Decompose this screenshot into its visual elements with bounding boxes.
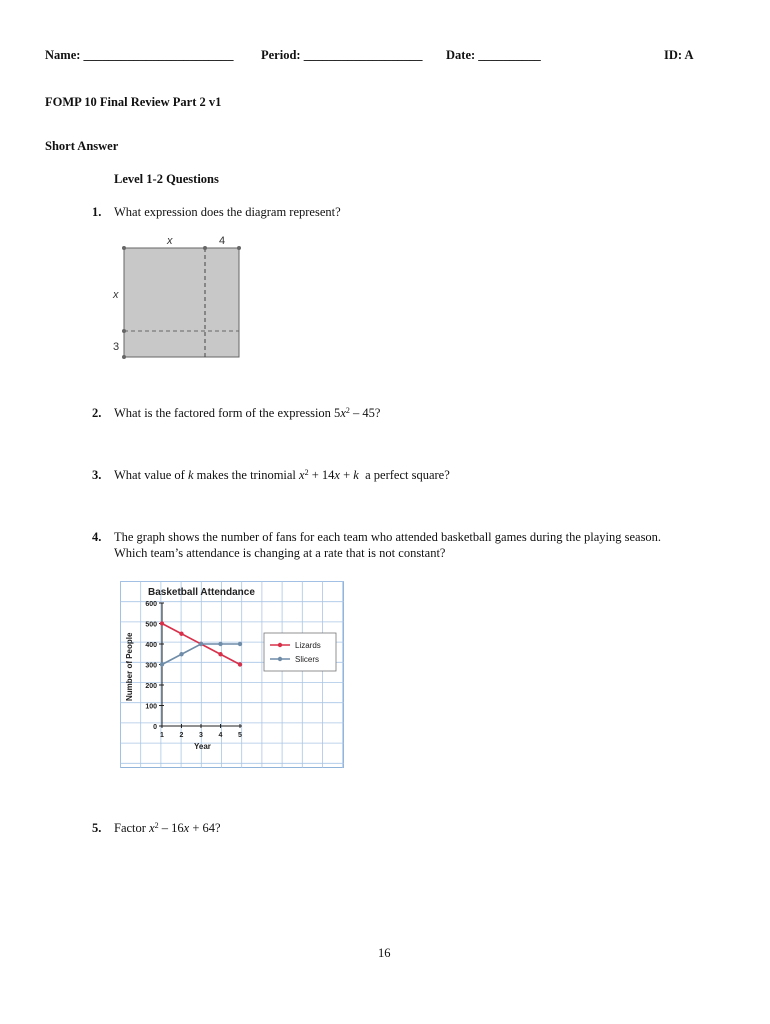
question-text-line-2: Which team’s attendance is changing at a rate that is not constant? <box>114 546 446 560</box>
question-number: 5. <box>92 821 102 835</box>
corner-dot <box>122 329 126 333</box>
y-tick-label: 200 <box>145 683 157 690</box>
y-tick-label: 100 <box>145 703 157 711</box>
data-point-slicers <box>179 652 183 656</box>
date-field-label: Date: __________ <box>446 48 541 62</box>
data-point-slicers <box>218 642 222 646</box>
data-point-slicers <box>160 662 164 666</box>
legend-swatch-marker <box>278 657 282 661</box>
period-field-label: Period: ___________________ <box>261 48 423 62</box>
y-tick-label: 300 <box>145 662 157 670</box>
question-text: What is the factored form of the expression $5x^2 - 45$? <box>114 406 381 420</box>
question-2 <box>92 406 381 421</box>
question-number: 2. <box>92 406 102 420</box>
legend-label-slicers: Slicers <box>295 655 320 664</box>
data-point-lizards <box>238 662 242 666</box>
question-3 <box>92 468 450 483</box>
question-text-line-1: The graph shows the number of fans for each team who attended basketball games during the playing season. <box>114 530 662 544</box>
question-text: What value of k makes the trinomial $x^2 + 14x + k$ a perfect square? <box>114 468 450 482</box>
section-heading: Short Answer <box>45 139 119 153</box>
side-label-3: 3 <box>113 341 120 353</box>
x-axis-label: Year <box>194 742 211 751</box>
corner-dot <box>122 246 126 250</box>
legend-swatch-marker <box>278 643 282 647</box>
question-text: Factor $x^2 - 16x + 64$? <box>114 821 221 835</box>
area-model-rectangle <box>124 248 239 357</box>
data-point-lizards <box>160 621 164 625</box>
subsection-heading: Level 1-2 Questions <box>114 172 219 186</box>
x-tick-label: 3 <box>199 732 203 739</box>
question-number: 3. <box>92 468 102 482</box>
data-point-slicers <box>238 642 242 646</box>
x-tick-label: 2 <box>179 732 184 739</box>
y-tick-label: 400 <box>145 642 157 649</box>
corner-dot <box>122 355 126 359</box>
data-point-slicers <box>199 642 203 646</box>
question-number: 1. <box>92 205 102 219</box>
chart-title: Basketball Attendance <box>148 587 255 598</box>
question-4 <box>92 530 662 560</box>
grid-background <box>121 582 344 768</box>
x-tick-label: 4 <box>218 732 223 739</box>
x-tick-label: 5 <box>238 732 242 739</box>
y-tick-label: 500 <box>145 621 157 629</box>
name-field-label: Name: ________________________ <box>45 48 234 62</box>
question-text: What expression does the diagram represent? <box>114 205 341 219</box>
page-number: 16 <box>378 946 391 960</box>
question-5 <box>92 821 221 836</box>
y-tick-label: 0 <box>153 724 157 731</box>
question-1 <box>92 205 341 220</box>
question-number: 4. <box>92 530 102 544</box>
corner-dot <box>203 246 207 250</box>
y-axis-label: Number of People <box>125 632 134 701</box>
page-title: FOMP 10 Final Review Part 2 v1 <box>45 95 222 109</box>
corner-dot <box>237 246 241 250</box>
y-tick-label: 600 <box>145 601 157 608</box>
basketball-attendance-chart <box>120 581 344 768</box>
data-point-lizards <box>218 652 222 656</box>
side-label-x: x <box>113 289 119 301</box>
top-label-x: x <box>167 235 173 247</box>
id-label: ID: A <box>664 48 694 62</box>
x-tick-label: 1 <box>160 732 164 739</box>
legend-label-lizards: Lizards <box>295 641 321 650</box>
legend-box <box>264 633 336 671</box>
data-point-lizards <box>179 632 183 636</box>
area-model-diagram <box>105 230 255 365</box>
top-label-4: 4 <box>219 235 226 247</box>
